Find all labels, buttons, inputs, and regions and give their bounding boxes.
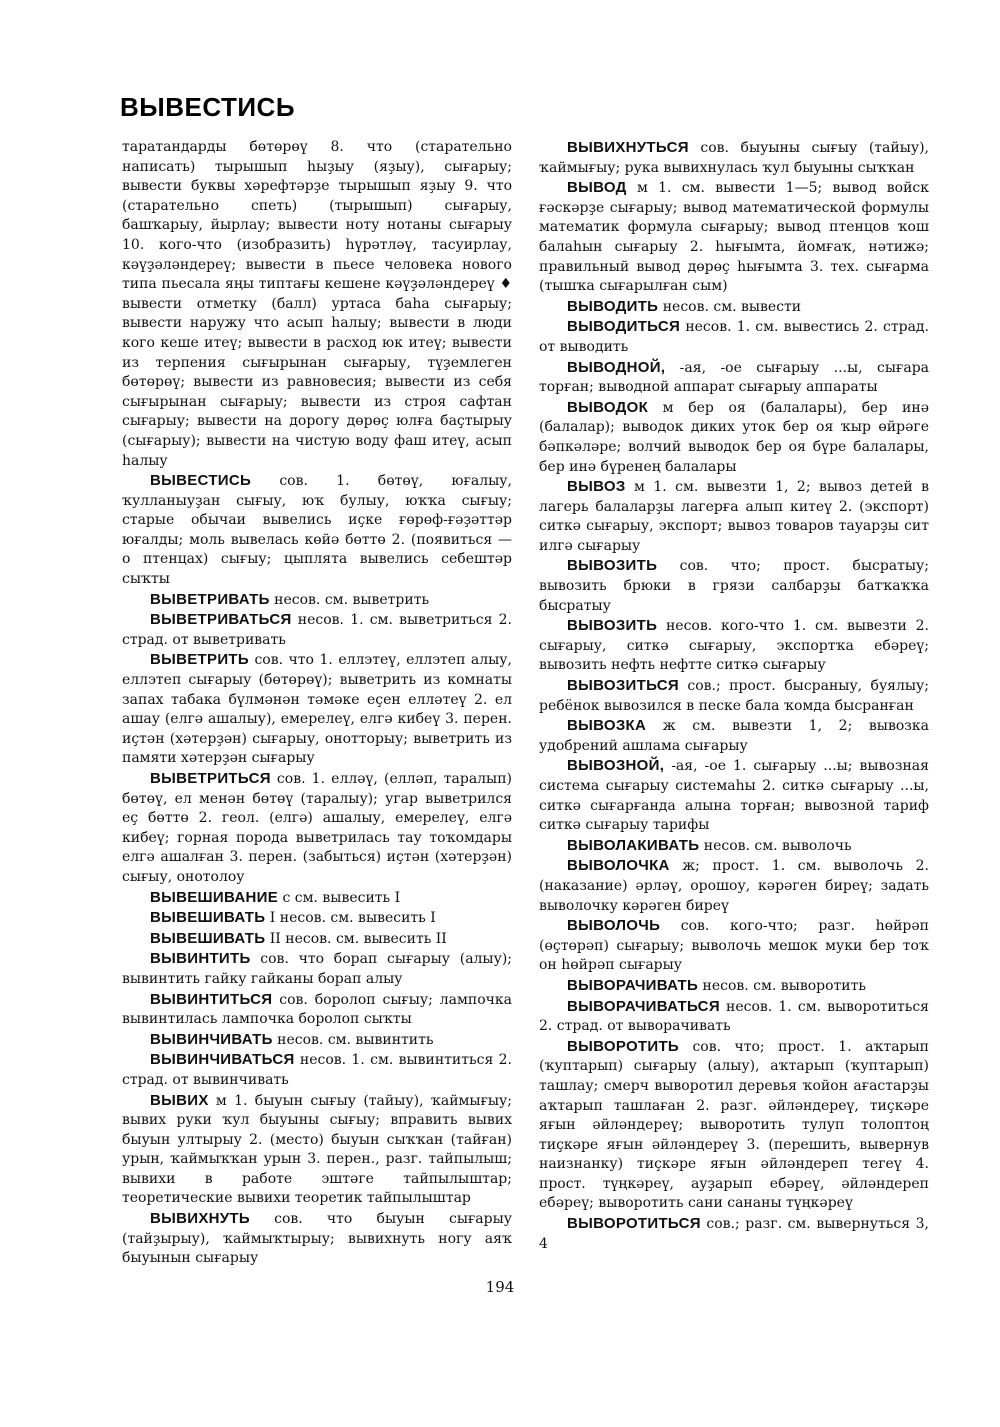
dictionary-entry [122, 769, 512, 888]
entry-headword: ВЫВИХНУТЬСЯ [567, 139, 689, 156]
entry-headword: ВЫВОЗИТЬ [567, 557, 658, 575]
page-number: 194 [485, 1278, 515, 1296]
dictionary-entry [122, 610, 512, 650]
right-column [539, 138, 929, 1254]
entry-definition: сов. 1. бөтөү, юғалыу, ҡулланыуҙан сығыу, юҡ булыу, юҡҡа сығыу; старые обычаи вывелись иҫке ғөрөф-ғәҙәттәр юғалды; моль вывелась көйә бөттө 2. (появиться — о птенцах) сығыу; цыплята вывелись себештәр сыҡты [122, 473, 512, 588]
entry-headword: ВЫВИНТИТЬСЯ [150, 990, 273, 1008]
entry-definition: -ая, -ое сығарыу ...ы, сығара торған; выводной аппарат сығарыу аппараты [539, 359, 929, 396]
dictionary-entry [122, 590, 512, 611]
dictionary-entry [539, 716, 929, 756]
entry-headword: ВЫВОРАЧИВАТЬ [567, 976, 699, 994]
entry-definition: сов. что быуын сығарыу (тайҙырыу), ҡаймыҡтырыу; вывихнуть ногу аяҡ быуынын сығарыу [122, 1211, 512, 1267]
entry-headword: ВЫВОРОТИТЬСЯ [567, 1215, 701, 1233]
entry-headword: ВЫВОД [567, 179, 627, 197]
dictionary-entry [539, 676, 929, 716]
entry-headword: ВЫВИНТИТЬ [150, 950, 251, 968]
entry-definition: несов. 1. см. вывинтиться 2. страд. от вывинчивать [122, 1052, 512, 1088]
entry-headword: ВЫВЕТРИВАТЬ [150, 590, 270, 608]
entry-definition: несов. кого-что 1. см. вывезти 2. сығарыу, ситкә сығарыу, экспортҡа ебәреү; вывозить нефть нефтте ситкә сығарыу [539, 618, 929, 674]
entry-headword: ВЫВОЛАКИВАТЬ [567, 836, 700, 854]
dictionary-entry [122, 1050, 512, 1090]
entry-definition: сов. кого-что; разг. һөйрәп (өҫтөрәп) сығарыу; выволочь мешок муки бер тоҡ он һөйрәп сығарыу [539, 918, 929, 974]
entry-definition: м 1. см. вывезти 1, 2; вывоз детей в лагерь балаларҙы лагерға алып китеү 2. (экспорт) ситкә сығарыу, экспорт; вывоз товаров тауарҙы сит илгә сығарыу [539, 479, 929, 554]
dictionary-entry [539, 1214, 929, 1254]
dictionary-entry [539, 976, 929, 997]
dictionary-entry [539, 916, 929, 976]
entry-headword: ВЫВЕТРИТЬ [150, 651, 249, 669]
entry-headword: ВЫВОЗИТЬ [567, 617, 658, 635]
entry-headword: ВЫВОЗНОЙ, [567, 757, 665, 775]
dictionary-entry [539, 398, 929, 477]
entry-definition: II несов. см. вывесить II [265, 930, 447, 947]
dictionary-entry [539, 317, 929, 357]
entry-headword: ВЫВОРОТИТЬ [567, 1037, 680, 1055]
entry-headword: ВЫВОЛОЧЬ [567, 917, 661, 935]
dictionary-entry [122, 888, 512, 909]
entry-definition: несов. см. выворотить [698, 977, 866, 994]
entry-definition: сов. 1. елләү, (елләп, таралып) бөтөү, ел менән бөтөү (таралыу); угар выветрился еҫ бөттө 2. геол. (елгә) ашалыу, емерелеү, елгә кибеү; горная порода выветрилась тау тоҡомдары елгә ашалған 3. перен. (забыться) иҫтән (хәтерҙән) сығыу, онотолоу [122, 771, 512, 885]
dictionary-entry [539, 756, 929, 835]
entry-headword: ВЫВОРАЧИВАТЬСЯ [567, 997, 720, 1015]
dictionary-entry [122, 908, 512, 929]
entry-definition: несов. 1. см. вывестись 2. страд. от выводить [539, 319, 929, 355]
entry-definition: таратандарды бөтөрөү 8. что (старательно написать) тырышып һыҙыу (яҙыу), сығарыу; вывести буквы хәрефтәрҙе тырышып яҙыу 9. что (старательно спеть) (тырышып) сығарыу, башҡарыу, йырлау; вывести ноту нотаны сығарыу 10. кого-что (изобразить) һүрәтләү, тасуирлау, кәүҙәләндереү; вывести в пьесе человека нового типа пьесала яңы типтағы кешене кәүҙәләндереү ♦ вывести отметку (балл) уртаса баһа сығарыу; вывести наружу что асып һалыу; вывести в люди кого кеше итеү; вывести в расход юк итеү; вывести из терпения сығырынан сығарыу, түҙемлеген бөтөрөү; вывести из равновесия; вывести из себя сығырынан сығарыу; вывести из строя сафтан сығарыу; вывести на дорогу дөрөҫ юлға баҫтырыу (сығарыу); вывести на чистую воду фаш итеү, асып һалыу [122, 139, 512, 469]
entry-definition: сов. боролоп сығыу; лампочка вывинтилась лампочка боролоп сыҡты [122, 991, 512, 1028]
dictionary-entry [122, 1030, 512, 1051]
entry-definition: ж; прост. 1. см. выволочь 2. (наказание) әрләү, орошоу, кәрәген биреү; задать выволочку кәрәген биреү [539, 858, 929, 914]
entry-definition: ж см. вывезти 1, 2; вывозка удобрений ашлама сығарыу [539, 718, 929, 754]
entry-definition: несов. см. выветрить [269, 591, 430, 608]
entry-definition: -ая, -ое 1. сығарыу ...ы; вывозная система сығарыу системаһы 2. ситкә сығарыу ...ы, ситкә сығарғанда алына торған; вывозной тариф ситкә сығарыу тарифы [539, 758, 929, 834]
dictionary-entry [122, 471, 512, 590]
dictionary-entry [122, 1209, 512, 1269]
dictionary-entry [539, 178, 929, 297]
dictionary-entry [539, 616, 929, 676]
dictionary-entry [539, 297, 929, 318]
entry-definition: м бер оя (балалары), бер инә (балалар); выводок диких уток бер оя ҡыр өйрәге бәпкәләре; волчий выводок бер оя бүре балалары, бер инә бүренең балалары [539, 399, 929, 475]
entry-headword: ВЫВИНЧИВАТЬ [150, 1030, 273, 1048]
dictionary-entry [122, 949, 512, 989]
dictionary-entry [122, 650, 512, 769]
entry-definition: сов. что; прост. бысратыу; вывозить брюки в грязи салбарҙы батҡаҡҡа бысратыу [539, 558, 929, 614]
dictionary-entry [122, 990, 512, 1030]
entry-headword: ВЫВОДНОЙ, [567, 358, 666, 376]
entry-headword: ВЫВЕТРИВАТЬСЯ [150, 611, 292, 629]
entry-headword: ВЫВОЛОЧКА [567, 857, 670, 875]
entry-definition: с см. вывесить I [278, 889, 401, 906]
entry-headword: ВЫВОЗ [567, 478, 626, 496]
entry-headword: ВЫВИХНУТЬ [150, 1210, 250, 1228]
left-column [122, 138, 512, 1269]
entry-headword: ВЫВОДИТЬСЯ [567, 318, 681, 336]
entry-definition: несов. 1. см. выворотиться 2. страд. от выворачивать [539, 998, 929, 1035]
entry-definition: несов. см. выволочь [699, 837, 852, 854]
dictionary-entry [539, 358, 929, 398]
dictionary-entry [122, 929, 512, 950]
entry-headword: ВЫВЕСТИСЬ [150, 472, 252, 490]
entry-headword: ВЫВОЗКА [567, 717, 647, 735]
dictionary-entry [539, 836, 929, 857]
dictionary-entry [122, 1091, 512, 1210]
entry-definition: сов. что 1. еллэтеү, еллэтеп алыу, еллэтеп сығарыу (бөтөрөү); выветрить из комнаты запах табака бүлмәнән тәмәке еҫен елләтеү 2. ел ашау (елгә ашалыу), емерелеү, елгә кибеү 3. перен. иҫтән (хәтерҙән) сығарыу, онотторыу; выветрить из памяти хәтерҙән сығарыу [122, 652, 512, 767]
dictionary-entry [539, 1037, 929, 1214]
dictionary-entry [539, 138, 929, 178]
entry-definition: сов. что; прост. 1. аҡтарып (ҡуптарып) сығарыу (алыу), аҡтарып (ҡуптарып) ташлау; смерч выворотил деревья ҡойон ағастарҙы аҡтарып ташлаған 2. разг. әйләндереү, тиҫкәре яғын әйләндереү; выворотить тулуп толоптоң тиҫкәре яғын әйләндереү 3. (перешить, вывернув наизнанку) тиҫкәре яғын әйләндереп тегеү 4. прост. түңкәреү, ауҙарып ебәреү, әйләндереп ебәреү; выворотить сани сананы түңкәреү [539, 1038, 929, 1212]
entry-headword: ВЫВОЗИТЬСЯ [567, 677, 680, 695]
entry-definition: несов. см. вывести [658, 298, 802, 315]
entry-headword: ВЫВЕТРИТЬСЯ [150, 770, 271, 787]
entry-headword: ВЫВИХ [150, 1091, 209, 1109]
entry-headword: ВЫВИНЧИВАТЬСЯ [150, 1051, 295, 1069]
dictionary-entry [122, 138, 512, 471]
dictionary-entry [539, 556, 929, 616]
entry-definition: несов. см. вывинтить [272, 1031, 434, 1048]
entry-definition: I несов. см. вывесить I [265, 910, 436, 927]
dictionary-entry [539, 997, 929, 1037]
entry-headword: ВЫВОДОК [567, 398, 649, 416]
entry-definition: несов. 1. см. выветриться 2. страд. от выветривать [122, 612, 512, 648]
entry-headword: ВЫВЕШИВАТЬ [150, 929, 266, 947]
entry-definition: м 1. быуын сығыу (тайыу), ҡаймығыу; вывих руки ҡул быуыны сығыу; вправить вывих быуын ултырыу 2. (место) быуын сыҡҡан (тайған) урын, ҡаймыҡҡан урын 3. перен., разг. тайпылыш; вывихи в работе эштәге тайпылыштар; теоретические вывихи теоретик тайпылыштар [122, 1092, 512, 1207]
dictionary-entry [539, 477, 929, 556]
page-header: ВЫВЕСТИСЬ [120, 92, 296, 122]
entry-definition: сов. что борап сығарыу (алыу); вывинтить гайку гайканы борап алыу [122, 951, 512, 987]
entry-definition: м 1. см. вывести 1—5; вывод войск ғәскәрҙе сығарыу; вывод математической формулы математик формула сығарыу; вывод птенцов ҡош балаһын сығарыу 2. һығымта, йомғаҡ, нәтижә; правильный вывод дөрөҫ һығымта 3. тех. сығарма (тышҡа сығарылған сым) [539, 180, 929, 295]
entry-definition: сов.; разг. см. вывернуться 3, 4 [539, 1216, 929, 1252]
entry-headword: ВЫВЕШИВАНИЕ [150, 888, 279, 906]
entry-headword: ВЫВЕШИВАТЬ [150, 909, 266, 927]
entry-definition: сов.; прост. бысраныу, буялыу; ребёнок вывозился в песке бала ҡомда бысранған [539, 678, 929, 714]
dictionary-entry [539, 856, 929, 916]
entry-headword: ВЫВОДИТЬ [567, 297, 659, 315]
entry-definition: сов. быуыны сығыу (тайыу), ҡаймығыу; рука вывихнулась ҡул быуыны сыҡҡан [539, 140, 929, 176]
